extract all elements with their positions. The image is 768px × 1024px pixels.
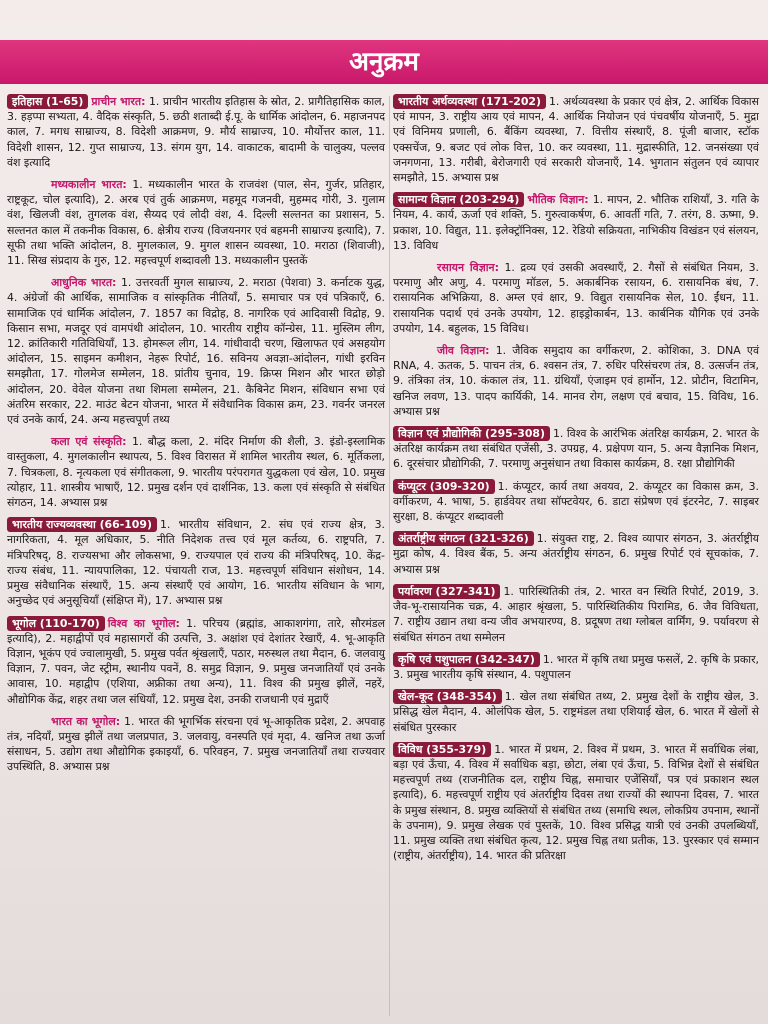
section-tag-history: इतिहास (1-65) xyxy=(7,94,88,109)
section-tag-agriculture: कृषि एवं पशुपालन (342-347) xyxy=(393,652,540,667)
section-geography-world xyxy=(7,616,385,707)
section-text: 1. उत्तरवर्ती मुगल साम्राज्य, 2. मराठा (पेशवा) 3. कर्नाटक युद्ध, 4. अंग्रेजों की आर्थिक, सामाजिक व सांस्कृतिक नीतियाँ, 5. समाचार पत्र एवं पत्रिकाएँ, 6. सामाजिक एवं धार्मिक आंदोलन, 7. 1857 का विद्रोह, 8. नागरिक एवं आदिवासी विद्रोह, 9. किसान सभा, मजदूर एवं वामपंथी आंदोलन, 10. भारतीय राष्ट्रीय कॉन्ग्रेस, 11. मुस्लिम लीग, 12. क्रांतिकारी गतिविधियाँ, 13. होमरूल लीग, 14. गांधीवादी चरण, खिलाफत एवं असहयोग आंदोलन, 15. साइमन कमीशन, नेहरू रिपोर्ट, 16. सविनय अवज्ञा-आंदोलन, गांधी इरविन समझौता, 17. गोलमेज सम्मेलन, 18. प्रांतीय चुनाव, 19. क्रिप्स मिशन और भारत छोड़ो आंदोलन, 20. वेवेल योजना तथा शिमला सम्मेलन, 21. कैबिनेट मिशन, संविधान सभा एवं अंतरिम सरकार, 22. माउंट बेटन योजना, भारत में संवैधानिक विकास क्रम, 23. गवर्नर जनरल एवं उनके कार्य, 24. अन्य महत्त्वपूर्ण तथ्य xyxy=(7,276,385,427)
subsection-heading: जीव विज्ञान: xyxy=(437,344,490,358)
section-text: 1. बौद्ध कला, 2. मंदिर निर्माण की शैली, 3. इंडो-इस्लामिक वास्तुकला, 4. मुगलकालीन स्थापत्य, 5. विश्व विरासत में शामिल भारतीय स्थल, 6. मूर्तिकला, 7. चित्रकला, 8. नृत्यकला एवं संगीतकला, 9. भारतीय परंपरागत युद्धकला एवं खेल, 10. प्रमुख त्योहार, 11. शास्त्रीय भाषाएँ, 12. प्रमुख दर्शन एवं दार्शनिक, 13. कला एवं संस्कृति से संबंधित संगठन, 14. अभ्यास प्रश्न xyxy=(7,435,385,510)
subsection-heading: भारत का भूगोल: xyxy=(51,714,121,728)
section-text: 1. पारिस्थितिकी तंत्र, 2. भारत वन स्थिति रिपोर्ट, 2019, 3. जैव-भू-रासायनिक चक्र, 4. आहार श्रृंखला, 5. पारिस्थितिकीय पिरामिड, 6. जैव विविधता, 7. राष्ट्रीय उद्यान तथा वन्य जीव अभयारण्य, 8. प्रदूषण तथा ग्लोबल वार्मिंग, 9. पर्यावरण से संबंधित संगठन तथा सम्मेलन xyxy=(393,584,759,644)
subsection-heading: रसायन विज्ञान: xyxy=(437,261,499,275)
section-text: 1. कंप्यूटर, कार्य तथा अवयव, 2. कंप्यूटर का विकास क्रम, 3. वर्गीकरण, 4. भाषा, 5. हार्डवेयर तथा सॉफ्टवेयर, 6. डाटा संप्रेषण एवं इंटरनेट, 7. साइबर सुरक्षा, 8. कंप्यूटर शब्दावली xyxy=(393,479,759,524)
section-sci-tech xyxy=(393,426,759,472)
section-tag-sci-tech: विज्ञान एवं प्रौद्योगिकी (295-308) xyxy=(393,426,550,441)
section-misc xyxy=(393,742,759,864)
section-science-biology xyxy=(393,343,759,419)
section-tag-misc: विविध (355-379) xyxy=(393,742,491,757)
section-computer xyxy=(393,479,759,525)
section-environment xyxy=(393,584,759,645)
subsection-heading: भौतिक विज्ञान: xyxy=(527,193,589,207)
section-tag-economy: भारतीय अर्थव्यवस्था (171-202) xyxy=(393,94,546,109)
left-column xyxy=(7,94,385,782)
section-text: 1. विश्व के आरंभिक अंतरिक्ष कार्यक्रम, 2. भारत के अंतरिक्ष कार्यक्रम तथा संबंधित एजेंसी, 3. उपग्रह, 4. प्रक्षेपण यान, 5. अन्य वैज्ञानिक मिशन, 6. दूरसंचार प्रौद्योगिकी, 7. परमाणु अनुसंधान तथा विकास कार्यक्रम, 8. रक्षा प्रौद्योगिकी xyxy=(393,427,759,471)
subsection-heading: कला एवं संस्कृति: xyxy=(51,435,127,449)
section-text: 1. खेल तथा संबंधित तथ्य, 2. प्रमुख देशों के राष्ट्रीय खेल, 3. प्रसिद्ध खेल मैदान, 4. ओलंपिक खेल, 5. राष्ट्रमंडल तथा एशियाई खेल, 6. भारत में खेलों से संबंधित पुरस्कार xyxy=(393,690,759,734)
section-tag-polity: भारतीय राज्यव्यवस्था (66-109) xyxy=(7,517,157,532)
section-history-ancient xyxy=(7,94,385,170)
section-text: 1. भारत में प्रथम, 2. विश्व में प्रथम, 3. भारत में सर्वाधिक लंबा, बड़ा एवं ऊँचा, 4. विश्व में सर्वाधिक बड़ा, छोटा, लंबा एवं ऊँचा, 5. विभिन्न देशों से संबंधित महत्त्वपूर्ण तथ्य (राजनीतिक दल, राष्ट्रीय चिह्न, समाचार एजेंसियाँ, पत्र एवं प्रकाशन स्थल इत्यादि), 6. महत्त्वपूर्ण राष्ट्रीय एवं अंतर्राष्ट्रीय दिवस तथा राज्यों की स्थापना दिवस, 7. भारत के प्रमुख संस्थान, 8. प्रमुख व्यक्तियों से संबंधित तथ्य (समाधि स्थल, लोकप्रिय उपनाम, स्थानों के उपनाम), 9. प्रमुख लेखक एवं पुस्तकें, 10. विश्व प्रसिद्ध यात्री एवं उनकी उपलब्धियाँ, 11. प्रमुख व्यक्ति तथा संबंधित कृत्य, 12. प्रमुख चिह्न तथा प्रतीक, 13. पुरस्कार एवं सम्मान (राष्ट्रीय, अंतर्राष्ट्रीय), 14. भारत की प्रतिरक्षा xyxy=(393,742,759,863)
section-tag-geography: भूगोल (110-170) xyxy=(7,616,105,631)
section-sports xyxy=(393,689,759,735)
page-title: अनुक्रम xyxy=(349,47,419,77)
section-art-culture xyxy=(7,434,385,510)
subsection-heading: आधुनिक भारत: xyxy=(51,276,117,290)
section-intl-org xyxy=(393,531,759,577)
header-banner xyxy=(0,40,768,84)
section-text: 1. मापन, 2. भौतिक राशियाँ, 3. गति के नियम, 4. कार्य, ऊर्जा एवं शक्ति, 5. गुरुत्वाकर्षण, 6. आवर्ती गति, 7. तरंग, 8. ऊष्मा, 9. प्रकाश, 10. विद्युत, 11. इलेक्ट्रॉनिक्स, 12. रेडियो सक्रियता, नाभिकीय विखंडन एवं संलयन, 13. विविध xyxy=(393,193,759,252)
section-text: 1. भारत में कृषि तथा प्रमुख फसलें, 2. कृषि के प्रकार, 3. प्रमुख भारतीय कृषि संस्थान, 4. पशुपालन xyxy=(393,652,759,681)
section-polity xyxy=(7,517,385,608)
subsection-heading: मध्यकालीन भारत: xyxy=(51,178,127,192)
section-text: 1. प्राचीन भारतीय इतिहास के स्रोत, 2. प्रागैतिहासिक काल, 3. हड़प्पा सभ्यता, 4. वैदिक संस्कृति, 5. छठी शताब्दी ई.पू. के धार्मिक आंदोलन, 6. महाजनपद काल, 7. मगध साम्राज्य, 8. विदेशी आक्रमण, 9. मौर्य साम्राज्य, 10. मौर्योत्तर काल, 11. विदेशी शासन, 12. गुप्त साम्राज्य, 13. संगम युग, 14. वाकाटक, बादामी के चालुक्य, पल्लव वंश इत्यादि xyxy=(7,95,385,169)
right-column xyxy=(393,94,759,870)
column-divider xyxy=(389,96,390,1016)
section-science-physics xyxy=(393,192,759,253)
section-text: 1. भारत की भूगर्भिक संरचना एवं भू-आकृतिक प्रदेश, 2. अपवाह तंत्र, नदियाँ, प्रमुख झीलें तथा जलप्रपात, 3. जलवायु, वनस्पति एवं मृदा, 4. खनिज तथा ऊर्जा संसाधन, 5. उद्योग तथा औद्योगिक इकाइयाँ, 6. परिवहन, 7. प्रमुख जनजातियाँ तथा राज्यवार उपस्थिति, 8. अभ्यास प्रश्न xyxy=(7,714,385,774)
section-history-modern xyxy=(7,275,385,427)
section-text: 1. अर्थव्यवस्था के प्रकार एवं क्षेत्र, 2. आर्थिक विकास एवं मापन, 3. राष्ट्रीय आय एवं मापन, 4. आर्थिक नियोजन एवं पंचवर्षीय योजनाएँ, 5. मुद्रा एवं विनिमय प्रणाली, 6. बैंकिंग व्यवस्था, 7. वित्तीय संस्थाएँ, 8. पूंजी बाजार, स्टॉक एक्सचेंज, 9. बजट एवं लोक वित्त, 10. कर व्यवस्था, 11. मुद्रास्फीति, 12. जनसंख्या एवं जनगणना, 13. गरीबी, बेरोजगारी एवं सरकारी योजनाएँ, 14. भुगतान संतुलन एवं व्यापार समझौते, 15. अभ्यास प्रश्न xyxy=(393,95,759,185)
section-text: 1. संयुक्त राष्ट्र, 2. विश्व व्यापार संगठन, 3. अंतर्राष्ट्रीय मुद्रा कोष, 4. विश्व बैंक, 5. अन्य अंतर्राष्ट्रीय संगठन, 6. प्रमुख रिपोर्ट एवं सूचकांक, 7. अभ्यास प्रश्न xyxy=(393,532,759,576)
section-science-chemistry xyxy=(393,260,759,336)
section-text: 1. भारतीय संविधान, 2. संघ एवं राज्य क्षेत्र, 3. नागरिकता, 4. मूल अधिकार, 5. नीति निदेशक तत्त्व एवं मूल कर्तव्य, 6. राष्ट्रपति, 7. मंत्रिपरिषद्, 8. राज्यसभा और लोकसभा, 9. राज्यपाल एवं राज्य की मंत्रिपरिषद्, 10. केंद्र-राज्य संबंध, 11. न्यायपालिका, 12. पंचायती राज, 13. महत्त्वपूर्ण संविधान संशोधन, 14. प्रमुख संवैधानिक संस्थाएँ, 15. अन्य संस्थाएँ एवं आयोग, 16. भारतीय संविधान के भाग, अनुच्छेद एवं अनुसूचियाँ (संक्षिप्त में), 17. अभ्यास प्रश्न xyxy=(7,518,385,608)
section-history-medieval xyxy=(7,177,385,268)
section-tag-environment: पर्यावरण (327-341) xyxy=(393,584,500,599)
subsection-heading: विश्व का भूगोल: xyxy=(107,616,180,630)
section-tag-science: सामान्य विज्ञान (203-294) xyxy=(393,192,524,207)
section-agriculture xyxy=(393,652,759,682)
section-text: 1. परिचय (ब्रह्मांड, आकाशगंगा, तारे, सौरमंडल इत्यादि), 2. महाद्वीपों एवं महासागरों की उत्पत्ति, 3. अक्षांश एवं देशांतर रेखाएँ, 4. भू-आकृति विज्ञान, भूकंप एवं ज्वालामुखी, 5. प्रमुख पर्वत श्रृंखलाएँ, पठार, मरुस्थल तथा मैदान, 6. जलवायु विज्ञान, 7. पवन, जेट स्ट्रीम, स्थानीय पवनें, 8. समुद्र विज्ञान, 9. प्रमुख जनजातियाँ एवं उनके आवास, 10. महाद्वीप (एशिया, अफ्रीका तथा अन्य), 11. विश्व की प्रमुख झीलें, नहरें, औद्योगिक केंद्र, शहर तथा जल संधियाँ, 12. प्रमुख देश, उनकी राजधानी एवं मुद्राएँ xyxy=(7,616,385,706)
section-text: 1. मध्यकालीन भारत के राजवंश (पाल, सेन, गुर्जर, प्रतिहार, राष्ट्रकूट, चोल इत्यादि), 2. अरब एवं तुर्क आक्रमण, महमूद गजनवी, मुहम्मद गोरी, 3. गुलाम वंश, खिलजी वंश, तुगलक वंश, सैय्यद एवं लोदी वंश, 4. दिल्ली सल्तनत का प्रशासन, 5. सल्तनत काल में तकनीक विकास, 6. क्षेत्रीय राज्य (विजयनगर एवं बहमनी साम्राज्य इत्यादि), 7. सूफी तथा भक्ति आंदोलन, 8. मुगलकाल, 9. मुगल शासन व्यवस्था, 10. मराठा (शिवाजी), 11. सिख संप्रदाय के गुरु, 12. महत्त्वपूर्ण शब्दावली 13. मध्यकालीन पुस्तकें xyxy=(7,178,385,268)
subsection-heading: प्राचीन भारत: xyxy=(91,95,146,108)
section-economy xyxy=(393,94,759,185)
section-tag-computer: कंप्यूटर (309-320) xyxy=(393,479,495,494)
section-geography-india xyxy=(7,714,385,775)
section-tag-intl-org: अंतर्राष्ट्रीय संगठन (321-326) xyxy=(393,531,534,546)
section-text: 1. द्रव्य एवं उसकी अवस्थाएँ, 2. गैसों से संबंधित नियम, 3. परमाणु और अणु, 4. परमाणु मॉडल, 5. अकार्बनिक रसायन, 6. रासायनिक बंध, 7. रासायनिक अभिक्रिया, 8. अम्ल एवं क्षार, 9. विद्युत रासायनिक सेल, 10. ईंधन, 11. रासायनिक पदार्थ एवं उनके उपयोग, 12. हाइड्रोकार्बन, 13. कार्बनिक यौगिक एवं उनके उपयोग, 14. बहुलक, 15 विविध। xyxy=(393,261,759,335)
section-tag-sports: खेल-कूद (348-354) xyxy=(393,689,502,704)
section-text: 1. जैविक समुदाय का वर्गीकरण, 2. कोशिका, 3. DNA एवं RNA, 4. ऊतक, 5. पाचन तंत्र, 6. श्वसन तंत्र, 7. रुधिर परिसंचरण तंत्र, 8. उत्सर्जन तंत्र, 9. तंत्रिका तंत्र, 10. कंकाल तंत्र, 11. ग्रंथियाँ, एंजाइम एवं हार्मोन, 12. प्रोटीन, विटामिन, खनिज लवण, 13. पादप कार्यिकी, 14. मानव रोग, लक्षण एवं बचाव, 15. विविध, 16. अभ्यास प्रश्न xyxy=(393,344,759,418)
